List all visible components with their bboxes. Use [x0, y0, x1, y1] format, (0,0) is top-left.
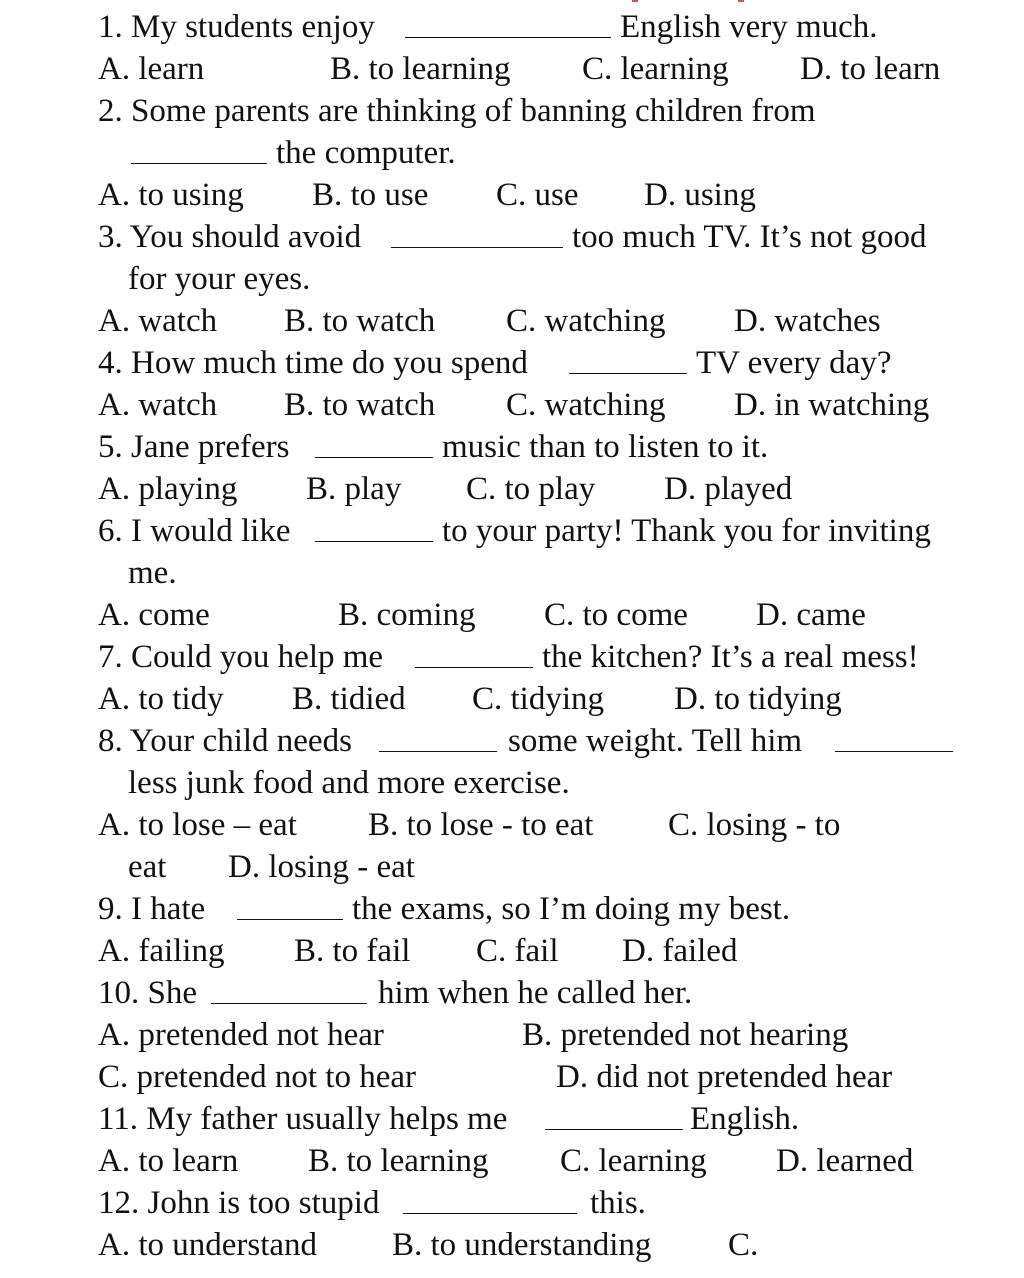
- answer-blank[interactable]: [391, 217, 563, 248]
- option-d[interactable]: D. played: [664, 471, 793, 507]
- option-a[interactable]: A. to learn: [98, 1143, 239, 1179]
- question-text: English.: [690, 1101, 800, 1137]
- question-text: the exams, so I’m doing my best.: [352, 891, 791, 927]
- question-text: him when he called her.: [378, 975, 693, 1011]
- answer-blank[interactable]: [131, 133, 267, 164]
- option-d[interactable]: D. to learn: [800, 51, 941, 87]
- question-text: 9. I hate: [98, 891, 206, 927]
- option-c-cont[interactable]: eat: [128, 849, 167, 885]
- option-a[interactable]: A. failing: [98, 933, 225, 969]
- question-text: to your party! Thank you for inviting: [442, 513, 931, 549]
- option-a[interactable]: A. watch: [98, 303, 218, 339]
- option-b[interactable]: B. to fail: [294, 933, 411, 969]
- answer-blank[interactable]: [211, 973, 367, 1004]
- answer-blank[interactable]: [379, 721, 497, 752]
- option-c[interactable]: C. to play: [466, 471, 596, 507]
- question-text: 3. You should avoid: [98, 219, 362, 255]
- option-b[interactable]: B. to watch: [284, 303, 436, 339]
- question-text: 10. She: [98, 975, 197, 1011]
- option-a[interactable]: A. to using: [98, 177, 244, 213]
- answer-blank[interactable]: [415, 637, 533, 668]
- option-c[interactable]: C. watching: [506, 387, 666, 423]
- option-d[interactable]: D. in watching: [734, 387, 930, 423]
- question-text: 7. Could you help me: [98, 639, 384, 675]
- option-a[interactable]: A. watch: [98, 387, 218, 423]
- option-d[interactable]: D. did not pretended hear: [556, 1059, 893, 1095]
- question-text: 2. Some parents are thinking of banning children from: [98, 93, 816, 129]
- red-mark: [738, 0, 744, 2]
- question-text: music than to listen to it.: [442, 429, 769, 465]
- question-text: for your eyes.: [128, 261, 311, 297]
- option-d[interactable]: D. using: [644, 177, 756, 213]
- option-a[interactable]: A. pretended not hear: [98, 1017, 384, 1053]
- red-mark: [632, 0, 638, 2]
- option-b[interactable]: B. to use: [312, 177, 429, 213]
- option-b[interactable]: B. play: [306, 471, 402, 507]
- option-b[interactable]: B. pretended not hearing: [522, 1017, 849, 1053]
- option-c[interactable]: C. learning: [560, 1143, 707, 1179]
- option-d[interactable]: D. came: [756, 597, 866, 633]
- option-a[interactable]: A. to lose – eat: [98, 807, 297, 843]
- answer-blank[interactable]: [835, 721, 953, 752]
- question-text: TV every day?: [696, 345, 892, 381]
- option-d[interactable]: D. losing - eat: [228, 849, 415, 885]
- option-c[interactable]: C. learning: [582, 51, 729, 87]
- question-text: me.: [128, 555, 177, 591]
- option-b[interactable]: B. tidied: [292, 681, 406, 717]
- option-d[interactable]: D. failed: [622, 933, 738, 969]
- option-c[interactable]: C. fail: [476, 933, 559, 969]
- question-text: 11. My father usually helps me: [98, 1101, 508, 1137]
- question-text: 8. Your child needs: [98, 723, 352, 759]
- option-c[interactable]: C. pretended not to hear: [98, 1059, 416, 1095]
- option-a[interactable]: A. playing: [98, 471, 238, 507]
- option-b[interactable]: B. to understanding: [392, 1227, 652, 1263]
- answer-blank[interactable]: [403, 1183, 577, 1214]
- option-c[interactable]: C. losing - to: [668, 807, 841, 843]
- option-b[interactable]: B. to learning: [308, 1143, 489, 1179]
- option-c[interactable]: C.: [728, 1227, 759, 1263]
- answer-blank[interactable]: [569, 343, 687, 374]
- question-text: this.: [590, 1185, 646, 1221]
- option-d[interactable]: D. learned: [776, 1143, 914, 1179]
- option-c[interactable]: C. use: [496, 177, 579, 213]
- question-text: the computer.: [276, 135, 456, 171]
- option-b[interactable]: B. coming: [338, 597, 476, 633]
- question-text: 12. John is too stupid: [98, 1185, 380, 1221]
- question-text: too much TV. It’s not good: [572, 219, 927, 255]
- option-d[interactable]: D. watches: [734, 303, 881, 339]
- option-b[interactable]: B. to watch: [284, 387, 436, 423]
- question-text: English very much.: [620, 9, 878, 45]
- option-c[interactable]: C. watching: [506, 303, 666, 339]
- option-a[interactable]: A. to tidy: [98, 681, 224, 717]
- option-d[interactable]: D. to tidying: [674, 681, 842, 717]
- answer-blank[interactable]: [315, 511, 433, 542]
- question-text: the kitchen? It’s a real mess!: [542, 639, 919, 675]
- answer-blank[interactable]: [545, 1099, 683, 1130]
- question-text: some weight. Tell him: [508, 723, 803, 759]
- option-a[interactable]: A. learn: [98, 51, 205, 87]
- answer-blank[interactable]: [237, 889, 343, 920]
- option-a[interactable]: A. to understand: [98, 1227, 318, 1263]
- answer-blank[interactable]: [315, 427, 433, 458]
- answer-blank[interactable]: [405, 7, 611, 38]
- question-text: less junk food and more exercise.: [128, 765, 570, 801]
- option-b[interactable]: B. to lose - to eat: [368, 807, 594, 843]
- option-a[interactable]: A. come: [98, 597, 210, 633]
- option-c[interactable]: C. to come: [544, 597, 688, 633]
- option-c[interactable]: C. tidying: [472, 681, 605, 717]
- question-text: 1. My students enjoy: [98, 9, 375, 45]
- option-b[interactable]: B. to learning: [330, 51, 511, 87]
- question-text: 6. I would like: [98, 513, 291, 549]
- question-text: 5. Jane prefers: [98, 429, 290, 465]
- question-text: 4. How much time do you spend: [98, 345, 528, 381]
